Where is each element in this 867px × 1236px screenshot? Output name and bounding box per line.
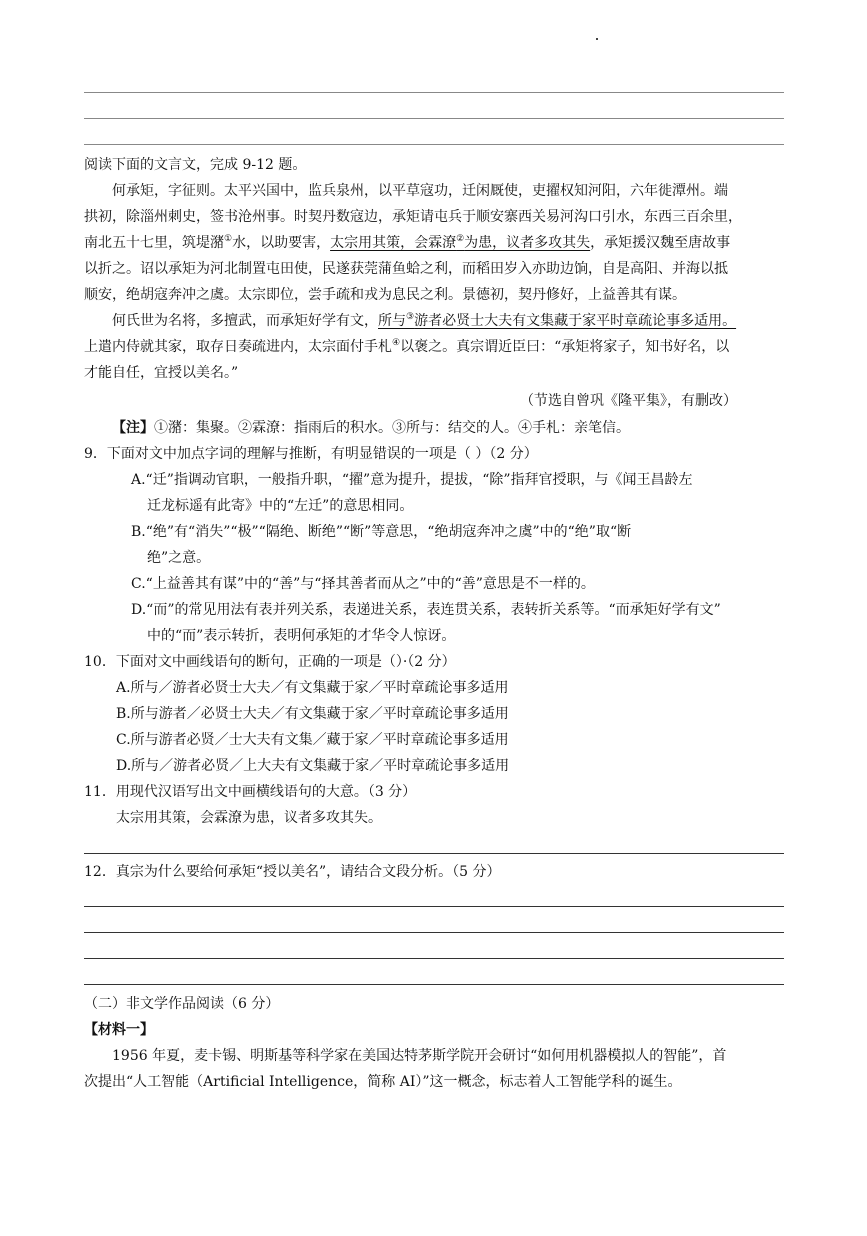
answer-line bbox=[84, 144, 784, 145]
footnote-marker: ③ bbox=[406, 312, 415, 322]
q10-option-b: B.所与游者／必贤士大夫／有文集藏于家／平时章疏论事多适用 bbox=[116, 706, 509, 722]
q10-option-c: C.所与游者必贤／士大夫有文集／藏于家／平时章疏论事多适用 bbox=[116, 732, 509, 748]
header-dot bbox=[596, 38, 598, 40]
material-label: 【材料一】 bbox=[84, 1022, 154, 1038]
question-9-stem: 9．下面对文中加点字词的理解与推断，有明显错误的一项是（ ）（2 分） bbox=[84, 446, 538, 462]
q9-option-d-cont: 中的“而”表示转折，表明何承矩的才华令人惊讶。 bbox=[147, 628, 456, 644]
passage-line: 才能自任，宜授以美名。” bbox=[84, 365, 239, 381]
question-10-stem: 10．下面对文中画线语句的断句，正确的一项是（）·（2 分） bbox=[84, 654, 456, 670]
footnote-marker: ① bbox=[224, 234, 233, 244]
section-2-title: （二）非文学作品阅读（6 分） bbox=[84, 996, 280, 1012]
notes-text: ①潴：集聚。②霖潦：指雨后的积水。③所与：结交的人。④手札：亲笔信。 bbox=[154, 420, 630, 436]
underlined-text: 所与 bbox=[378, 313, 406, 329]
passage-text: 以褒之。真宗谓近臣曰：“承矩将家子，知书好名，以 bbox=[400, 339, 730, 355]
underlined-text: 游者必贤士大夫有文集藏于家平时章疏论事多适用。 bbox=[414, 313, 737, 329]
footnote-marker: ④ bbox=[392, 338, 401, 348]
q9-option-a: A.“迁”指调动官职，一般指升职，“擢”意为提升，提拔，“除”指拜官授职，与《闻王昌龄左 bbox=[131, 472, 693, 488]
answer-line[interactable] bbox=[84, 932, 784, 933]
section-intro: 阅读下面的文言文，完成 9-12 题。 bbox=[84, 157, 307, 173]
underlined-text: 为患，议者多攻其失 bbox=[464, 235, 591, 251]
q9-option-d: D.“而”的常见用法有表并列关系，表递进关系，表连贯关系，表转折关系等。“而承矩好学有文” bbox=[131, 602, 721, 618]
answer-line[interactable] bbox=[84, 906, 784, 907]
passage-source: （节选自曾巩《隆平集》，有删改） bbox=[520, 393, 737, 409]
q11-sentence: 太宗用其策，会霖潦为患，议者多攻其失。 bbox=[116, 810, 382, 826]
passage-line: 顺安，绝胡寇奔冲之虞。太宗即位，尝手疏和戎为息民之利。景德初，契丹修好，上益善其有谋。 bbox=[84, 287, 686, 303]
q10-option-d: D.所与／游者必贤／上大夫有文集藏于家／平时章疏论事多适用 bbox=[116, 758, 510, 774]
passage-text: 何氏世为名将，多擅武，而承矩好学有文， bbox=[112, 313, 378, 329]
underlined-text: 太宗用其策，会霖潦 bbox=[330, 235, 457, 251]
passage-text: 水，以助要害， bbox=[232, 235, 331, 251]
q10-option-a: A.所与／游者必贤士大夫／有文集藏于家／平时章疏论事多适用 bbox=[116, 680, 509, 696]
notes bbox=[112, 418, 630, 438]
material-paragraph: 1956 年夏，麦卡锡、明斯基等科学家在美国达特茅斯学院开会研讨“如何用机器模拟人的智能”，首 bbox=[112, 1048, 727, 1064]
underlined-sentence bbox=[330, 235, 590, 251]
answer-line bbox=[84, 92, 784, 93]
passage-line bbox=[84, 233, 730, 253]
question-12-stem: 12．真宗为什么要给何承矩“授以美名”，请结合文段分析。（5 分） bbox=[84, 864, 501, 880]
passage-text: ，承矩援汉魏至唐故事 bbox=[590, 235, 731, 251]
footnote-marker: ② bbox=[456, 234, 465, 244]
passage-line bbox=[112, 311, 736, 331]
passage-line: 拱初，除淄州刺史，签书沧州事。时契丹数寇边，承矩请屯兵于顺安寨西关易河沟口引水，东西三百余里， bbox=[84, 209, 742, 225]
passage-text: 南北五十七里，筑堤潴 bbox=[84, 235, 224, 251]
q9-option-a-cont: 迁龙标遥有此寄》中的“左迁”的意思相同。 bbox=[147, 498, 414, 514]
material-paragraph: 次提出“人工智能（Artificial Intelligence，简称 AI）”这一概念，标志着人工智能学科的诞生。 bbox=[84, 1074, 682, 1090]
question-11-stem: 11．用现代汉语写出文中画横线语句的大意。（3 分） bbox=[84, 784, 417, 800]
q9-option-b: B.“绝”有“消失”“极”“隔绝、断绝”“断”等意思，“绝胡寇奔冲之虞”中的“绝”取“断 bbox=[131, 524, 632, 540]
answer-line[interactable] bbox=[84, 853, 784, 854]
passage-text: 上遣内侍就其家，取存日奏疏进内，太宗面付手札 bbox=[84, 339, 392, 355]
q9-option-b-cont: 绝”之意。 bbox=[147, 550, 211, 566]
passage-line: 以折之。诏以承矩为河北制置屯田使，民遂获莞蒲鱼蛤之利，而稻田岁入亦助边饷，自是高阳、并海以抵 bbox=[84, 261, 728, 277]
answer-line bbox=[84, 118, 784, 119]
underlined-sentence bbox=[378, 313, 736, 329]
q9-option-c: C.“上益善其有谋”中的“善”与“择其善者而从之”中的“善”意思是不一样的。 bbox=[131, 576, 595, 592]
passage-line bbox=[84, 337, 729, 357]
answer-line[interactable] bbox=[84, 984, 784, 985]
notes-label: 【注】 bbox=[112, 420, 154, 436]
answer-line[interactable] bbox=[84, 958, 784, 959]
passage-line: 何承矩，字征则。太平兴国中，监兵泉州，以平草寇功，迁闲厩使，吏擢权知河阳，六年徙潭州。端 bbox=[112, 183, 728, 199]
